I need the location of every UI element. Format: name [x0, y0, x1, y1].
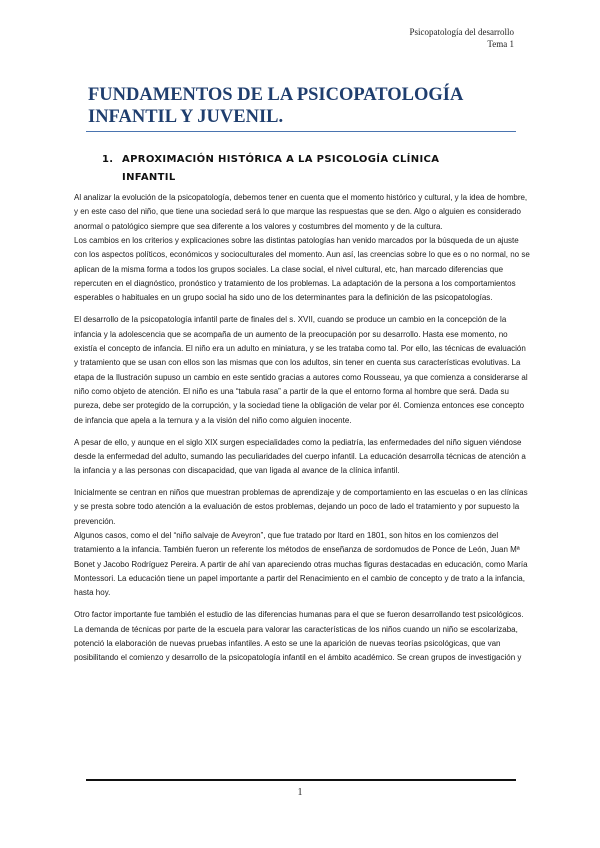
- header-doc-title: Psicopatología del desarrollo: [409, 27, 514, 37]
- document-title: [88, 84, 520, 128]
- paragraph: El desarrollo de la psicopatología infantil parte de finales del s. XVII, cuando se produce un cambio en la concepción de la infancia y la adolescencia que se acompaña de un aumento de la preocupación por su desarrollo. Hasta ese momento, no existía el concepto de infancia. El niño era un adulto en miniatura, y se les trataba como tal. Por ello, las técnicas de evaluación y tratamiento que se usan con ellos son las mismas que con los adultos, sin tener en cuenta sus características evolutivas. La etapa de la Ilustración supuso un cambio en este sentido gracias a autores como Rousseau, ya que comienza a considerarse al niño como objeto de atención. El niño es una “tabula rasa” a partir de la que el entorno forma al hombre que será. Dada su pureza, debe ser protegido de la corrupción, y la sociedad tiene la obligación de velar por él. Comienza entonces ese concepto de infancia que apela a la ternura y a la visión del niño como alguien inocente.: [74, 315, 528, 425]
- section-heading-line-1: APROXIMACIÓN HISTÓRICA A LA PSICOLOGÍA CLÍNICA: [122, 154, 440, 165]
- section-heading-line-2: INFANTIL: [122, 172, 176, 183]
- body-text: [74, 191, 530, 666]
- document-title-line-2: INFANTIL Y JUVENIL.: [88, 107, 284, 127]
- page-number: 1: [297, 787, 303, 798]
- running-header: [410, 26, 514, 50]
- paragraph: Los cambios en los criterios y explicaciones sobre las distintas patologías han venido marcados por la búsqueda de un ajuste con los aspectos políticos, económicos y socioculturales del momento. Aun así, las creencias sobre lo que es o no normal, no se aplican de la misma forma a todos los grupos sociales. La clase social, el nivel cultural, etc, han marcado diferencias que repercuten en el diagnóstico, pronóstico y tratamiento de los problemas. La adaptación de la persona a los comportamientos esperables o habituales en un grupo social ha sido uno de los determinantes para la definición de las psicopatologías.: [74, 236, 530, 303]
- section-heading: [102, 151, 502, 187]
- paragraph: Otro factor importante fue también el estudio de las diferencias humanas para el que se fueron desarrollando test psicológicos. La demanda de técnicas por parte de la escuela para valorar las características de los niños cuando un niño se escolarizaba, potenció la elaboración de nuevas pruebas infantiles. A esto se une la aparición de nuevas teorías psicológicas, que van posibilitando el comienzo y desarrollo de la psicopatología infantil en el ámbito académico. Se crean grupos de investigación y: [74, 610, 524, 663]
- document-title-line-1: FUNDAMENTOS DE LA PSICOPATOLOGÍA: [88, 85, 464, 105]
- paragraph: A pesar de ello, y aunque en el siglo XIX surgen especialidades como la pediatría, las enfermedades del niño siguen viéndose desde la enfermedad del adulto, sumando las peculiaridades del cuerpo infantil. La educación desarrolla técnicas de atención a la infancia y a las personas con discapacidad, que van ligada al avance de la clínica infantil.: [74, 437, 526, 476]
- paragraph: Al analizar la evolución de la psicopatología, debemos tener en cuenta que el momento histórico y cultural, y la idea de hombre, y en este caso del niño, que tiene una sociedad será lo que marque las respuestas que se den. Algo o alguien es considerado anormal o patológico siempre que sea diferente a los valores y costumbres del momento y de la cultura.: [74, 193, 528, 231]
- section-number: 1.: [102, 154, 114, 165]
- paragraph: Inicialmente se centran en niños que muestran problemas de aprendizaje y de comportamiento en las escuelas o en las clínicas y se presta sobre todo atención a la evaluación de estos problemas, dejando un poco de lado el tratamiento y por supuesto la prevención.: [74, 488, 528, 526]
- footer-rule: [86, 779, 516, 781]
- paragraph: Algunos casos, como el del “niño salvaje de Aveyron”, que fue tratado por Itard en 1801, son hitos en los comienzos del tratamiento a la infancia. También fueron un referente los métodos de enseñanza de sordomudos de Ponce de León, Juan Mª Bonet y Jacobo Rodríguez Pereira. A partir de ahí van apareciendo otras muchas figuras destacadas en educación, como María Montessori. La educación tiene un papel importante a partir del Renacimiento en el cambio de concepto y de trato a la infancia, hasta hoy.: [74, 531, 528, 598]
- header-topic: Tema 1: [487, 39, 514, 49]
- title-underline: [86, 131, 516, 132]
